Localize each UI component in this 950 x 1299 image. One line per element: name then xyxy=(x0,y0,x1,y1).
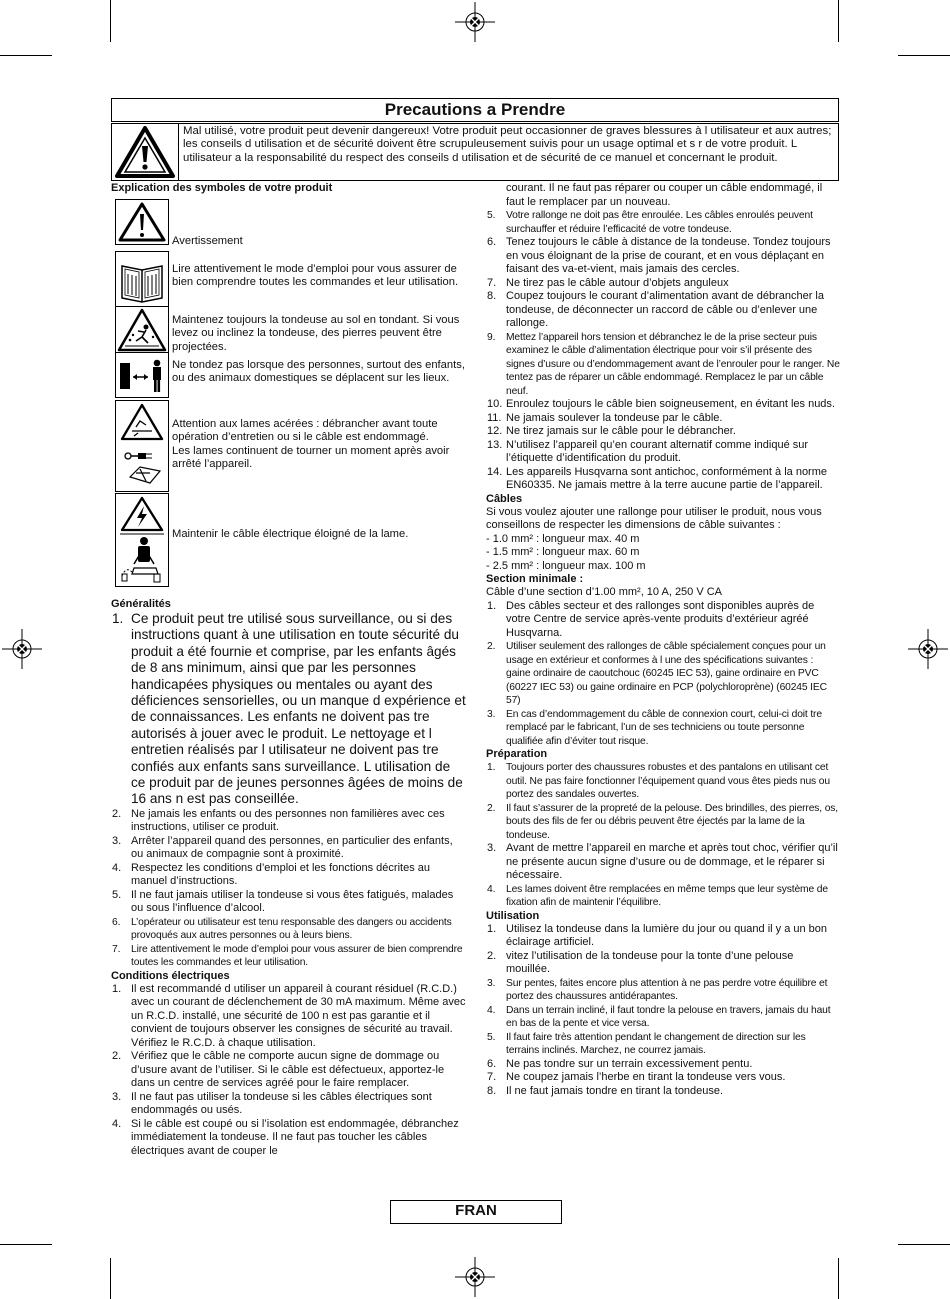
list-item: 3. Arrêter l’appareil quand des personnes, en particulier des enfants, ou animaux de compagnie sont à proximité. xyxy=(112,834,453,861)
cables-list xyxy=(486,533,840,574)
crop-mark xyxy=(0,1244,52,1245)
thrown-objects-icon xyxy=(115,306,169,354)
crop-mark xyxy=(110,0,111,42)
list-item: 8. Il ne faut jamais tondre en tirant la tondeuse. xyxy=(487,1084,724,1097)
registration-mark-icon xyxy=(455,2,495,42)
symbol-text: Ne tondez pas lorsque des personnes, surtout des enfants, ou des animaux domestiques se déplacent sur les lieux. xyxy=(172,359,465,385)
utilisation-heading: Utilisation xyxy=(486,909,540,922)
list-item: 4. Les lames doivent être remplacées en même temps que leur système de fixation afin de maintenir l’équilibre. xyxy=(487,883,828,908)
list-item: 3. Avant de mettre l’appareil en marche et après tout choc, vérifier qu’il ne présente aucun signe d’usure ou de dommage, et le réparer si nécessaire. xyxy=(487,842,838,881)
keep-distance-icon xyxy=(115,352,169,398)
sharp-blades-icon xyxy=(115,400,169,492)
cables-text: Si vous voulez ajouter une rallonge pour utiliser le produit, nous vous conseillons de respecter les dimensions de câble suivantes : xyxy=(486,505,822,531)
electrical-list xyxy=(111,983,467,1159)
list-item: 11. Ne jamais soulever la tondeuse par le câble. xyxy=(487,411,723,424)
symbol-text: Maintenir le câble électrique éloigné de la lame. xyxy=(172,528,409,540)
list-item: 2. vitez l’utilisation de la tondeuse pour la tonte d’une pelouse mouillée. xyxy=(487,949,794,975)
section-min-heading: Section minimale : xyxy=(486,573,584,585)
crop-mark xyxy=(838,0,839,42)
list-item: - 2.5 mm² : longueur max. 100 m xyxy=(486,559,646,572)
symbol-text: Maintenez toujours la tondeuse au sol en tondant. Si vous levez ou inclinez la tondeuse, des pierres peuvent être projectées. xyxy=(172,314,460,353)
page-footer-language: FRAN xyxy=(390,1200,562,1224)
intro-text: Mal utilisé, votre produit peut devenir dangereux! Votre produit peut occasionner de graves blessures à l utilisateur et aux autres; les conseils d utilisation et de sécurité doivent être scrupuleusement suivis pour un usage optimal et s r de votre produit. L utilisateur a la responsabilité du respect des conseils d utilisation et de sécurité de ce manuel et concernant le produit. xyxy=(183,125,832,164)
list-item: 6. L’opérateur ou utilisateur est tenu responsable des dangers ou accidents provoqués aux autres personnes ou à leurs biens. xyxy=(112,916,452,942)
page-title: Precautions a Prendre xyxy=(111,98,839,122)
list-item: 12. Ne tirez jamais sur le câble pour le débrancher. xyxy=(487,425,736,437)
list-item: 3. En cas d’endommagement du câble de connexion court, celui-ci doit tre remplacé par le fabricant, l’un de ses techniciens ou toute personne qualifiée afin d’éviter tout risque. xyxy=(487,708,822,747)
list-item: - 1.5 mm² : longueur max. 60 m xyxy=(486,546,640,558)
crop-mark xyxy=(110,1258,111,1299)
symbol-text: Lire attentivement le mode d’emploi pour vous assurer de bien comprendre toutes les commandes et leur utilisation. xyxy=(172,263,459,289)
electrical-heading: Conditions électriques xyxy=(111,969,230,982)
list-item: 3. Il ne faut pas utiliser la tondeuse si les câbles électriques sont endommagés ou usés. xyxy=(112,1090,432,1117)
section-min-list xyxy=(486,600,840,749)
symbol-text: Attention aux lames acérées : débrancher avant toute opération d’entretien ou si le câble est endommagé. Les lames continuent de tourner un moment après avoir arrêté l’appareil. xyxy=(172,418,450,471)
list-item: 2. Il faut s’assurer de la propreté de la pelouse. Des brindilles, des pierres, os, bouts des fils de fer ou débris peuvent être éjectés par la lame de la tondeuse. xyxy=(487,802,838,841)
crop-mark xyxy=(898,55,950,56)
electric-hazard-icon xyxy=(115,493,169,587)
right-column xyxy=(486,182,840,1098)
preparation-heading: Préparation xyxy=(486,748,548,760)
warning-triangle-icon xyxy=(115,199,169,245)
list-item: 3. Sur pentes, faites encore plus attention à ne pas perdre votre équilibre et portez des chaussures antidérapantes. xyxy=(487,977,828,1002)
list-item: 6. Ne pas tondre sur un terrain excessivement pentu. xyxy=(487,1057,753,1070)
symbols-list xyxy=(111,195,467,598)
list-item: 1. Des câbles secteur et des rallonges sont disponibles auprès de votre Centre de service après-vente produits d’extérieur agréé Husqvarna. xyxy=(487,599,815,639)
left-column xyxy=(111,182,467,1158)
list-item: 14. Les appareils Husqvarna sont antichoc, conformément à la norme EN60335. Ne jamais mettre à la terre aucune partie de l’appareil. xyxy=(487,465,828,491)
crop-mark xyxy=(898,1244,950,1245)
list-item: 4. Si le câble est coupé ou si l’isolation est endommagée, débranchez immédiatement la tondeuse. Il ne faut pas toucher les câbles électriques avant de couper le xyxy=(112,1117,459,1157)
list-item: 7. Lire attentivement le mode d’emploi pour vous assurer de bien comprendre toutes les commandes et leur utilisation. xyxy=(112,943,463,969)
utilisation-list xyxy=(486,923,840,1099)
symbol-text: Avertissement xyxy=(172,235,243,247)
list-item: 1. Utilisez la tondeuse dans la lumière du jour ou quand il y a un bon éclairage artificiel. xyxy=(487,922,828,948)
general-list xyxy=(111,611,467,808)
list-item: 5. Il faut faire très attention pendant le changement de direction sur les terrains inclinés. Marchez, ne courrez jamais. xyxy=(487,1031,806,1056)
list-item: 7. Ne tirez pas le câble autour d’objets anguleux xyxy=(487,276,729,289)
danger-warning-icon xyxy=(112,124,179,180)
list-item: 1. Toujours porter des chaussures robustes et des pantalons en utilisant cet outil. Ne pas faire fonctionner l’équipement quand vous êtes pieds nus ou portez des sandales ouvertes. xyxy=(487,762,830,800)
intro-warning-box xyxy=(111,123,839,181)
read-manual-icon xyxy=(115,251,169,307)
preparation-list xyxy=(486,761,840,910)
list-item: 2. Vérifiez que le câble ne comporte aucun signe de dommage ou d’usure avant de l’utiliser. Si le câble est défectueux, apportez-le dans un centre de services agréé pour le faire remplacer. xyxy=(112,1050,445,1090)
section-min-text: Câble d’une section d’1.00 mm², 10 A, 250 V CA xyxy=(486,586,723,598)
general-list-2 xyxy=(111,808,467,970)
registration-mark-icon xyxy=(908,629,948,669)
list-item: 6. Tenez toujours le câble à distance de la tondeuse. Tondez toujours en vous éloignant de la prise de courant, et en vous déplaçant en faisant des va-et-vient, mais jamais des cercles. xyxy=(487,236,831,275)
list-item: 9. Mettez l’appareil hors tension et débranchez le de la prise secteur puis examinez le câble d’alimentation électrique pour voir s’il présente des signes d’usure ou d’endommagement avant de l’enrouler pour le ranger. Ne tentez pas de réparer un câble endommagé. Remplacez le par un câble neuf. xyxy=(487,331,840,397)
list-item: 4. Dans un terrain incliné, il faut tondre la pelouse en travers, jamais du haut en bas de la pente et vice versa. xyxy=(487,1004,831,1029)
registration-mark-icon xyxy=(455,1257,495,1297)
list-item: 1. Ce produit peut tre utilisé sous surveillance, ou si des instructions quant à une utilisation en toute sécurité du produit a été fournie et comprise, par les enfants âgés de 8 ans minimum, ainsi que par les personnes handicapées physiques ou mentales ou ayant des déficiences sensorielles, ou un manque d expérience et de connaissances. Les enfants ne doivent pas tre autorisés à jouer avec le produit. Le nettoyage et l entretien réalisés par l utilisateur ne doivent pas tre confiés aux enfants sans surveillance. L utilisation de ce produit par de jeunes personnes âgées de moins de 16 ans n est pas conseillée. xyxy=(112,611,466,807)
list-item: 10. Enroulez toujours le câble bien soigneusement, en évitant les nuds. xyxy=(487,398,835,410)
list-item: 5. Votre rallonge ne doit pas être enroulée. Les câbles enroulés peuvent surchauffer et réduire l’efficacité de votre tondeuse. xyxy=(487,210,813,235)
cables-heading: Câbles xyxy=(486,492,523,505)
list-item: 13. N’utilisez l’appareil qu’en courant alternatif comme indiqué sur l’étiquette d’identification du produit. xyxy=(487,438,809,464)
general-heading: Généralités xyxy=(111,598,171,610)
list-item: 1. Il est recommandé d utiliser un appareil à courant résiduel (R.C.D.) avec un courant de déclenchement de 30 mA maximum. Même avec un R.C.D. installé, une sécurité de 100 n est pas garantie et il convient de toujours observer les consignes de sécurité au travail. Vérifiez le R.C.D. à chaque utilisation. xyxy=(112,982,466,1049)
list-item: 2. Ne jamais les enfants ou des personnes non familières avec ces instructions, utiliser ce produit. xyxy=(112,807,445,834)
list-item: 5. Il ne faut jamais utiliser la tondeuse si vous êtes fatigués, malades ou sous l’influence d’alcool. xyxy=(112,888,454,915)
list-item: 2. Utiliser seulement des rallonges de câble spécialement conçues pour un usage en extérieur et conformes à l une des spécifications suivantes : gaine ordinaire de caoutchouc (60245 IEC 53), gaine ordinaire en PVC (60227 IEC 53) ou gaine ordinaire en PCP (polychloroprène) (60245 IEC 57) xyxy=(487,641,827,706)
list-item: 8. Coupez toujours le courant d’alimentation avant de débrancher la tondeuse, de déconnecter un raccord de câble ou d’enlever une rallonge. xyxy=(487,290,824,329)
list-item: 4. Respectez les conditions d’emploi et les fonctions décrites au manuel d’instructions. xyxy=(112,861,430,888)
crop-mark xyxy=(0,55,52,56)
list-item: - 1.0 mm² : longueur max. 40 m xyxy=(486,532,640,545)
crop-mark xyxy=(838,1258,839,1299)
continued-text: courant. Il ne faut pas réparer ou couper un câble endommagé, il faut le remplacer par un nouveau. xyxy=(506,182,823,208)
electrical-list-continued xyxy=(486,209,840,493)
list-item: 7. Ne coupez jamais l’herbe en tirant la tondeuse vers vous. xyxy=(487,1071,786,1083)
registration-mark-icon xyxy=(2,629,42,669)
symbols-heading: Explication des symboles de votre produit xyxy=(111,182,333,194)
